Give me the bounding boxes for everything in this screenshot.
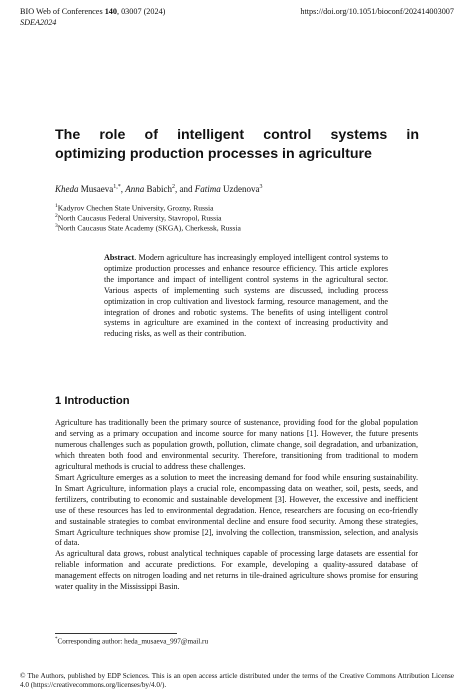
author-3-last: Uzdenova (220, 184, 260, 194)
author-3-affil: 3 (259, 184, 263, 190)
title-line-1: The role of intelligent control systems in (55, 127, 419, 143)
affiliation-text: North Caucasus State Academy (SKGA), Cherkessk, Russia (57, 223, 241, 233)
author-1-first: Kheda (55, 184, 79, 194)
license-notice: © The Authors, published by EDP Sciences. This is an open access article distributed under the terms of the Creative Commons Attribution License 4.0 (https://creativecommons.org/licenses/by/4.0/). (20, 672, 454, 690)
paragraph: As agricultural data grows, robust analytical techniques capable of processing large datasets are essential for reliable information and accurate predictions. For example, developing a quality-assured database of management effects on nitrogen loading and net returns in tile-drained agriculture shows promise for ensuring water quality in the Mississippi Basin. (55, 549, 418, 592)
abstract-label: Abstract (104, 253, 135, 262)
paper-title (55, 126, 419, 164)
affiliation-text: Kadyrov Chechen State University, Grozny, Russia (57, 203, 214, 213)
footnote-mark: * (55, 637, 58, 642)
affiliation-number: 3 (55, 223, 58, 229)
author-3-first: Fatima (194, 184, 221, 194)
affiliation-text: North Caucasus Federal University, Stavropol, Russia (57, 213, 222, 223)
doi-link[interactable]: https://doi.org/10.1051/bioconf/202414003007 (300, 7, 454, 16)
affiliation-3 (55, 221, 241, 234)
corresponding-author-footnote (55, 637, 208, 645)
journal-name: BIO Web of Conferences (20, 7, 103, 16)
journal-citation (20, 7, 165, 18)
author-list (55, 182, 262, 195)
footnote-divider (55, 633, 177, 634)
author-2-first: Anna (125, 184, 145, 194)
affiliation-number: 1 (55, 203, 58, 209)
conference-code: SDEA2024 (20, 18, 57, 27)
author-2-last: Babich (144, 184, 172, 194)
paragraph: Smart Agriculture emerges as a solution to meet the increasing demand for food while ensuring sustainability. In Smart Agriculture, information plays a crucial role, encompassing data on weather, soil, pests, seeds, and fertilizers, contributing to economic and sustainable development [3]. However, the excessive and inefficient use of these resources has led to environmental degradation. Hence, researchers are focusing on eco-friendly and sustainable strategies to combat environmental decline and ensure food security. Among these strategies, Smart Agriculture techniques show promise [2], involving the collection, transmission, selection, and analysis of data. (55, 472, 418, 548)
article-number: , 03007 (2024) (116, 7, 166, 16)
title-line-2: optimizing production processes in agriculture (55, 146, 372, 162)
section-heading: 1 Introduction (55, 395, 130, 407)
author-1-last: Musaeva (78, 184, 114, 194)
paragraph: Agriculture has traditionally been the primary source of sustenance, providing food for the global population and serving as a primary occupation and income source for many nations [1]. However, the future presents numerous challenges such as population growth, pollution, climate change, soil degradation, and urbanization, which threaten both food and environmental security. Therefore, transitioning from traditional to modern agricultural methods is crucial to address these challenges. (55, 418, 418, 471)
journal-volume: 140 (104, 7, 117, 16)
author-2-affil: 2 (172, 184, 175, 190)
author-sep: , (120, 184, 126, 194)
author-1-affil: 1,* (113, 184, 121, 190)
footnote-text: Corresponding author: heda_musaeva_997@mail.ru (57, 637, 209, 646)
author-sep: , and (175, 184, 195, 194)
section-body (55, 418, 418, 593)
abstract-text: . Modern agriculture has increasingly employed intelligent control systems to optimize production processes and enhance resource efficiency. This article explores the importance and impact of intelligent control systems in the agricultural sector. Various aspects of implementing such systems are discussed, including process optimization in crop cultivation and livestock farming, resource management, and the integration of drones and robotic systems. The benefits of using intelligent control systems in agriculture are examined in the context of increasing productivity and reducing risks, as well as their contribution. (104, 253, 388, 339)
affiliation-number: 2 (55, 213, 58, 219)
abstract (104, 253, 388, 340)
